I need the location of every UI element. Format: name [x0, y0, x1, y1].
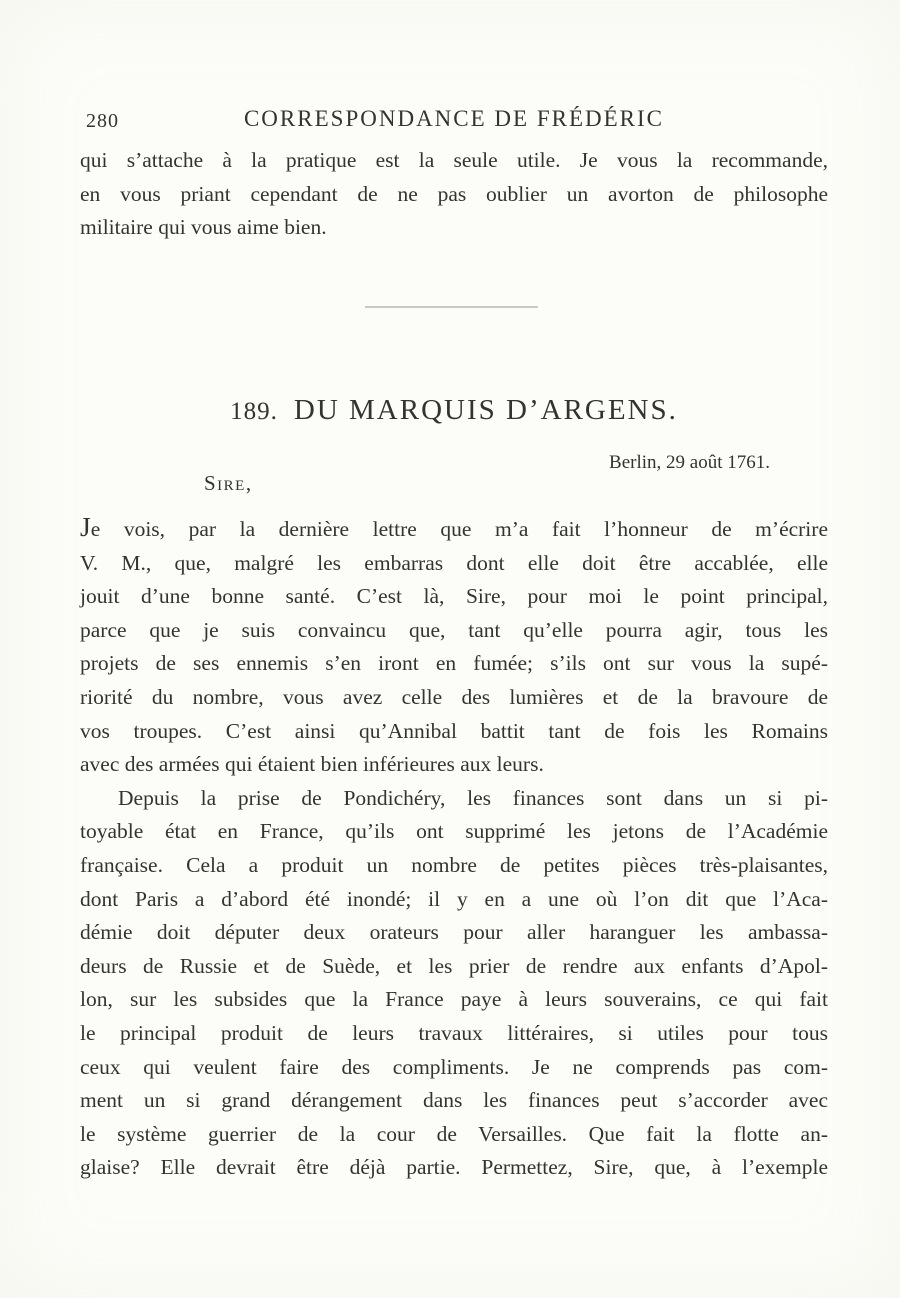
letter-title: DU MARQUIS D’ARGENS.	[293, 394, 678, 426]
text-line: qui s’attache à la pratique est la seule utile. Je vous la recommande,	[80, 148, 828, 172]
salutation: Sire,	[204, 471, 253, 495]
text-line: démie doit députer deux orateurs pour aller haranguer les ambassa-	[80, 920, 828, 945]
text-line: Depuis la prise de Pondichéry, les finances sont dans un si pi-	[118, 785, 828, 810]
text-line: en vous priant cependant de ne pas oublier un avorton de philosophe	[80, 181, 828, 206]
letter-paragraph	[80, 782, 828, 1185]
letter-heading	[80, 394, 828, 427]
letter-number: 189.	[230, 398, 278, 425]
text-line: toyable état en France, qu’ils ont supprimé les jetons de l’Académie	[80, 819, 828, 844]
continuation-paragraph	[80, 144, 828, 245]
text-line: française. Cela a produit un nombre de petites pièces très-plaisantes,	[80, 852, 828, 877]
text-line: le système guerrier de la cour de Versailles. Que fait la flotte an-	[80, 1121, 828, 1146]
text-line: lon, sur les subsides que la France paye à leurs souverains, ce qui fait	[80, 987, 828, 1012]
text-line: avec des armées qui étaient bien inférieures aux leurs.	[80, 752, 544, 777]
page-number: 280	[86, 110, 119, 132]
text-line: Je vois, par la dernière lettre que m’a fait l’honneur de m’écrire	[80, 511, 828, 542]
letter-paragraph	[80, 510, 828, 782]
text-line: projets de ses ennemis s’en iront en fumée; s’ils ont sur vous la supé-	[80, 651, 828, 676]
running-head	[80, 106, 828, 138]
text-line: vos troupes. C’est ainsi qu’Annibal battit tant de fois les Romains	[80, 718, 828, 743]
text-line: deurs de Russie et de Suède, et les prier de rendre aux enfants d’Apol-	[80, 953, 828, 978]
text-line: le principal produit de leurs travaux littéraires, si utiles pour tous	[80, 1020, 828, 1045]
text-line: V. M., que, malgré les embarras dont elle doit être accablée, elle	[80, 550, 828, 575]
running-title: CORRESPONDANCE DE FRÉDÉRIC	[243, 106, 665, 131]
text-line: dont Paris a d’abord été inondé; il y en a une où l’on dit que l’Aca-	[80, 886, 828, 911]
text-line: parce que je suis convaincu que, tant qu’elle pourra agir, tous les	[80, 617, 828, 642]
dateline: Berlin, 29 août 1761.	[609, 452, 770, 473]
text-line: ceux qui veulent faire des compliments. Je ne comprends pas com-	[80, 1054, 828, 1079]
text-line: ment un si grand dérangement dans les finances peut s’accorder avec	[80, 1088, 828, 1113]
text-line: jouit d’une bonne santé. C’est là, Sire, pour moi le point principal,	[80, 584, 828, 609]
text-line: riorité du nombre, vous avez celle des lumières et de la bravoure de	[80, 684, 828, 709]
section-divider	[365, 306, 538, 308]
letter-body	[80, 510, 828, 1185]
text-line: militaire qui vous aime bien.	[80, 215, 327, 240]
text-line: glaise? Elle devrait être déjà partie. Permettez, Sire, que, à l’exemple	[80, 1155, 828, 1180]
